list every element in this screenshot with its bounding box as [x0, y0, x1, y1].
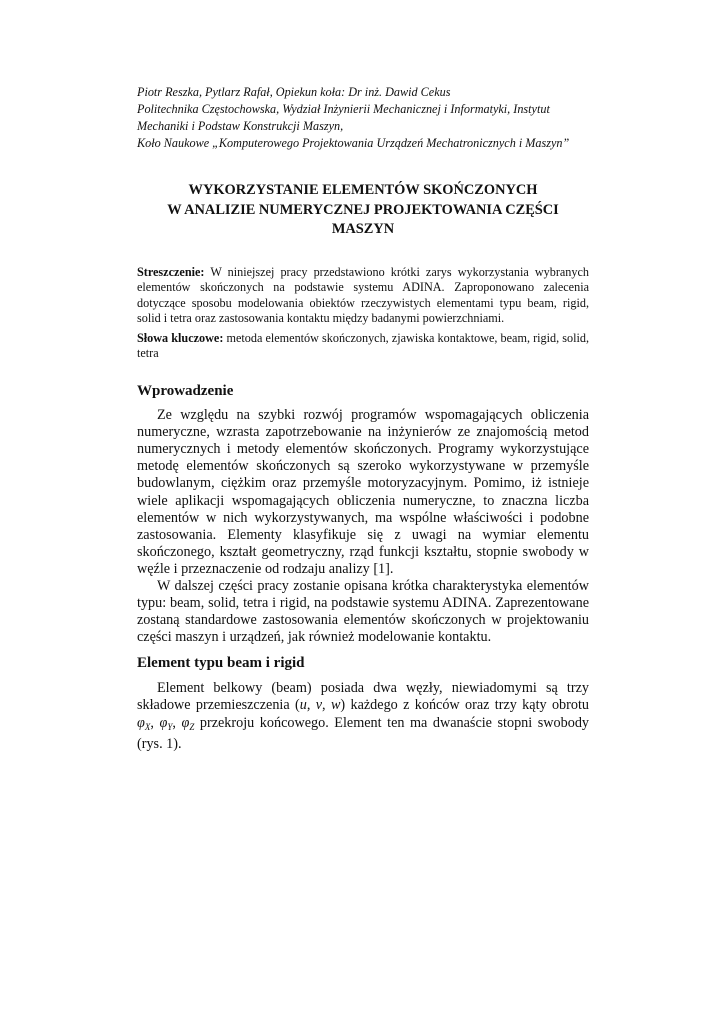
title-line: W ANALIZIE NUMERYCZNEJ PROJEKTOWANIA CZĘŚCI — [167, 201, 559, 218]
beam-paragraph-1 — [137, 680, 589, 752]
keywords — [137, 331, 589, 362]
section-heading-intro: Wprowadzenie — [137, 383, 234, 400]
subscript-y: Y — [167, 721, 173, 732]
abstract-label: Streszczenie: — [137, 264, 205, 279]
keywords-label: Słowa kluczowe: — [137, 330, 224, 345]
var-w: w — [330, 697, 341, 714]
separator: , — [306, 697, 316, 714]
abstract-text: W niniejszej pracy przedstawiono krótki zarys wykorzystania wybranych elementów skończonych na podstawie systemu ADINA. Zaproponowano zalecenia dotyczące sposobu modelowania obiektów rzeczywistych elementami typu beam, rigid, solid i tetra oraz zastosowania kontaktu między badanymi powierzchniami. — [137, 264, 589, 326]
page-content — [137, 84, 589, 753]
intro-paragraph-1: Ze względu na szybki rozwój programów wspomagających obliczenia numeryczne, wzrasta zapotrzebowanie na inżynierów ze znajomością metod numerycznych i metody elementów skończonych. Programy wykorzystujące metodę elementów skończonych są szeroko wykorzystywane w przemyśle budowlanym, ciężkim oraz przemyśle motoryzacyjnym. Pomimo, iż istnieje wiele aplikacji wspomagających obliczenia numeryczne, to znaczna liczba elementów w nich wykorzystywanych, ma wspólne właściwości i podobne zastosowania. Elementy klasyfikuje się z uwagi na wymiar elementu skończonego, kształt geometryczny, rząd funkcji kształtu, stopnie swobody w węźle i przeznaczenie od rodzaju analizy [1]. — [137, 407, 589, 577]
separator: , — [172, 714, 182, 731]
title-line: MASZYN — [331, 221, 395, 237]
section-heading-beam: Element typu beam i rigid — [137, 655, 305, 672]
abstract — [137, 265, 589, 327]
subscript-z: Z — [189, 721, 195, 732]
paper-title — [137, 181, 589, 240]
author-line: Piotr Reszka, Pytlarz Rafał, Opiekun koła: Dr inż. Dawid Cekus — [137, 85, 451, 99]
phi-symbol: φ — [137, 714, 145, 731]
subscript-x: X — [144, 721, 151, 732]
phi-symbol: φ — [181, 714, 190, 731]
var-v: v — [315, 697, 323, 714]
affiliation-line: Mechaniki i Podstaw Konstrukcji Maszyn, — [137, 119, 344, 133]
phi-z — [181, 715, 194, 731]
beam-text-part: ) każdego z końców oraz trzy kąty obrotu — [340, 697, 590, 714]
beam-text-part: przekroju końcowego. Element ten ma dwanaście stopni swobody (rys. 1). — [137, 714, 590, 752]
var-u: u — [299, 697, 307, 714]
affiliation-line: Politechnika Częstochowska, Wydział Inżynierii Mechanicznej i Informatyki, Instytut — [137, 102, 550, 116]
beam-text-part: Element belkowy (beam) posiada dwa węzły, niewiadomymi są trzy składowe przemieszczenia ( — [137, 680, 589, 714]
phi-y — [159, 715, 172, 731]
separator: , — [322, 697, 331, 714]
title-line: WYKORZYSTANIE ELEMENTÓW SKOŃCZONYCH — [188, 182, 538, 198]
keywords-text: metoda elementów skończonych, zjawiska kontaktowe, beam, rigid, solid, tetra — [137, 330, 590, 361]
phi-symbol: φ — [159, 714, 168, 731]
phi-x — [137, 715, 150, 731]
separator: , — [150, 714, 160, 731]
affiliation-line: Koło Naukowe „Komputerowego Projektowania Urządzeń Mechatronicznych i Maszyn” — [137, 136, 570, 150]
author-affiliation-block — [137, 84, 589, 152]
intro-paragraph-2: W dalszej części pracy zostanie opisana krótka charakterystyka elementów typu: beam, solid, tetra i rigid, na podstawie systemu ADINA. Zaprezentowane zostaną standardowe zastosowania elementów skończonych w projektowaniu części maszyn i urządzeń, jak również modelowanie kontaktu. — [137, 578, 589, 646]
